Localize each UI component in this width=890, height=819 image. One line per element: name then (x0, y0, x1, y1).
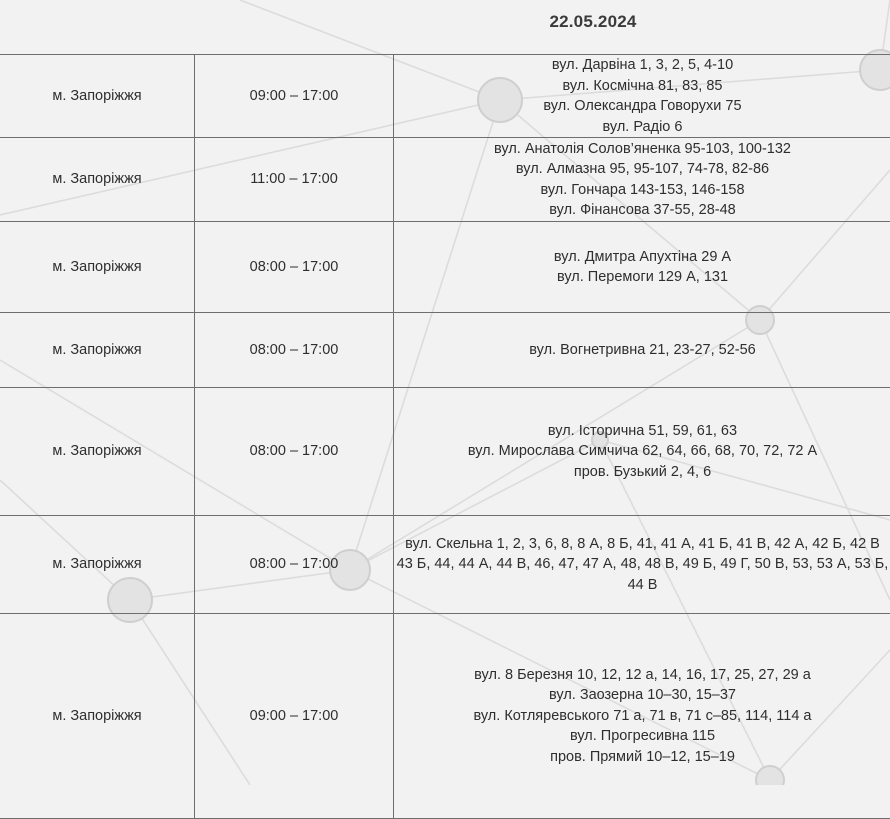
city-cell: м. Запоріжжя (0, 388, 195, 516)
table-row (0, 55, 890, 138)
table-row (0, 313, 890, 388)
address-line: вул. Фінансова 37-55, 28-48 (396, 200, 889, 221)
address-line: вул. Заозерна 10–30, 15–37 (396, 685, 889, 706)
address-line: вул. Радіо 6 (396, 117, 889, 138)
table-row (0, 614, 890, 819)
address-line: вул. Дмитра Апухтіна 29 А (396, 247, 889, 268)
address-line: вул. Історична 51, 59, 61, 63 (396, 421, 889, 442)
table-row (0, 222, 890, 313)
table-row (0, 138, 890, 222)
address-line: пров. Бузький 2, 4, 6 (396, 462, 889, 483)
address-line: вул. 8 Березня 10, 12, 12 а, 14, 16, 17, 25, 27, 29 а (396, 665, 889, 686)
address-line: вул. Перемоги 129 А, 131 (396, 267, 889, 288)
address-cell (394, 222, 890, 313)
city-cell: м. Запоріжжя (0, 313, 195, 388)
table-row (0, 516, 890, 614)
address-line: вул. Алмазна 95, 95-107, 74-78, 82-86 (396, 159, 889, 180)
time-cell: 08:00 – 17:00 (195, 222, 394, 313)
address-line: вул. Котляревського 71 а, 71 в, 71 с–85, 114, 114 а (396, 706, 889, 727)
address-line: вул. Дарвіна 1, 3, 2, 5, 4-10 (396, 55, 889, 76)
address-line: вул. Космічна 81, 83, 85 (396, 76, 889, 97)
table-row (0, 388, 890, 516)
city-cell: м. Запоріжжя (0, 138, 195, 222)
address-cell (394, 388, 890, 516)
city-cell: м. Запоріжжя (0, 516, 195, 614)
time-cell: 08:00 – 17:00 (195, 313, 394, 388)
address-line: пров. Прямий 10–12, 15–19 (396, 747, 889, 768)
address-line: вул. Прогресивна 115 (396, 726, 889, 747)
address-line: вул. Олександра Говорухи 75 (396, 96, 889, 117)
address-line: вул. Гончара 143-153, 146-158 (396, 180, 889, 201)
address-cell (394, 614, 890, 819)
city-cell: м. Запоріжжя (0, 614, 195, 819)
city-cell: м. Запоріжжя (0, 222, 195, 313)
address-line: вул. Скельна 1, 2, 3, 6, 8, 8 А, 8 Б, 41, 41 А, 41 Б, 41 В, 42 А, 42 Б, 42 В 43 Б, 44, 44 А, 44 В, 46, 47, 47 А, 48, 48 В, 49 Б, 49 Г, 50 В, 53, 53 А, 53 Б, 44 В (396, 534, 889, 596)
city-cell: м. Запоріжжя (0, 55, 195, 138)
time-cell: 11:00 – 17:00 (195, 138, 394, 222)
time-cell: 08:00 – 17:00 (195, 388, 394, 516)
address-cell (394, 138, 890, 222)
outage-schedule-table (0, 54, 890, 819)
address-cell (394, 313, 890, 388)
time-cell: 09:00 – 17:00 (195, 614, 394, 819)
time-cell: 08:00 – 17:00 (195, 516, 394, 614)
address-cell (394, 516, 890, 614)
address-line: вул. Анатолія Солов’яненка 95-103, 100-132 (396, 139, 889, 160)
date-header: 22.05.2024 (388, 12, 798, 40)
time-cell: 09:00 – 17:00 (195, 55, 394, 138)
address-cell (394, 55, 890, 138)
address-line: вул. Вогнетривна 21, 23-27, 52-56 (396, 340, 889, 361)
address-line: вул. Мирослава Симчича 62, 64, 66, 68, 70, 72, 72 А (396, 441, 889, 462)
